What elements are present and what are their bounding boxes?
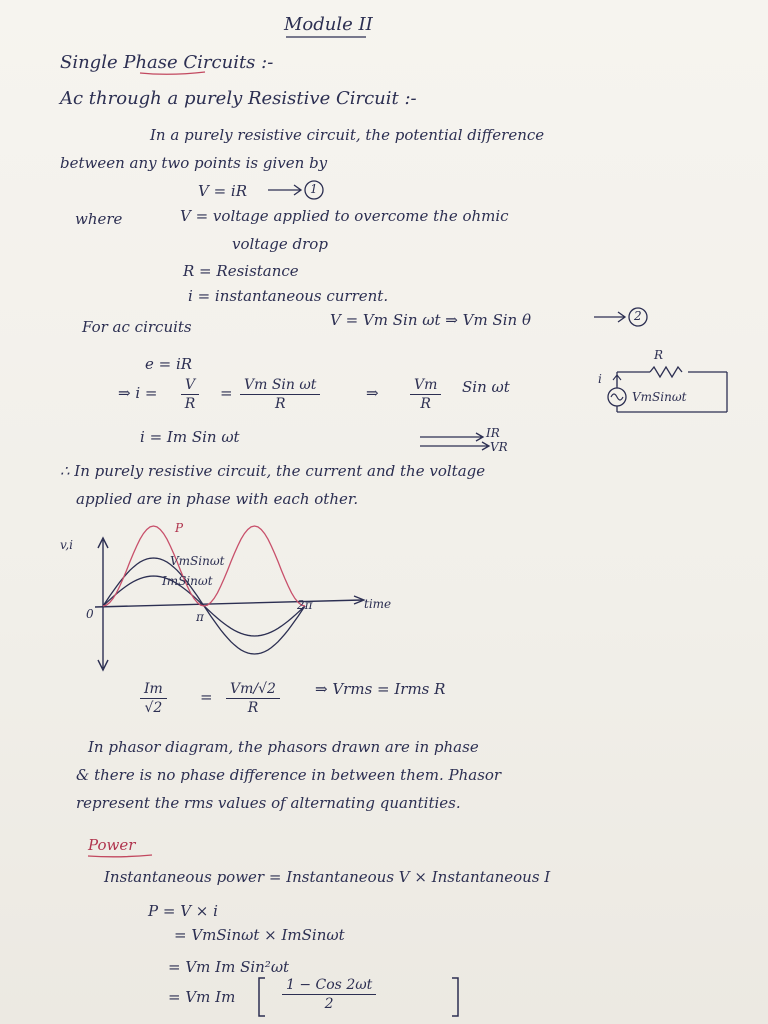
current-equation: i = Im Sin ωt: [140, 428, 240, 446]
phasor-diagram: [420, 433, 489, 450]
phasor-vr-label: VR: [490, 440, 508, 454]
definition-v: V = voltage applied to overcome the ohmic: [180, 207, 509, 225]
fraction-v-over-r: [181, 376, 199, 413]
definition-r: R = Resistance: [183, 262, 299, 280]
fraction-im-over-root2: [140, 680, 167, 717]
graph-y-axis-label: v,i: [60, 538, 74, 552]
fraction-one-minus-cos: [282, 976, 376, 1013]
fraction-numerator: Im: [140, 680, 167, 699]
conclusion-line-2: applied are in phase with each other.: [76, 490, 359, 508]
equation-1: V = iR: [198, 182, 248, 200]
circuit-current-label: i: [598, 372, 602, 386]
graph-voltage-label: VmSinωt: [170, 554, 225, 568]
waveform-graph: [95, 526, 364, 670]
section-title: Single Phase Circuits :-: [60, 52, 274, 73]
power-definition: Instantaneous power = Instantaneous V × Instantaneous I: [104, 868, 551, 886]
intro-line-2: between any two points is given by: [60, 154, 328, 172]
ac-circuits-equation: V = Vm Sin ωt ⇒ Vm Sin θ: [330, 311, 531, 329]
graph-power-label: P: [175, 521, 184, 535]
fraction-numerator: Vm: [410, 376, 441, 395]
graph-pi-label: π: [196, 610, 204, 624]
definition-v-cont: voltage drop: [232, 235, 328, 253]
fraction-denominator: R: [420, 396, 431, 412]
fraction-vm-root2-over-r: [226, 680, 280, 717]
graph-time-label: time: [364, 597, 392, 611]
fraction-denominator: 2: [324, 996, 334, 1012]
circuit-source-label: VmSinωt: [632, 390, 687, 404]
fraction-vmsin-over-r: [240, 376, 320, 413]
equals-sign: =: [220, 384, 233, 402]
sin-omega-t: Sin ωt: [462, 378, 510, 396]
equation-2-number: 2: [634, 309, 642, 323]
power-equation-3: = Vm Im Sin²ωt: [168, 958, 290, 976]
fraction-denominator: R: [184, 396, 196, 412]
power-equation-1: P = V × i: [148, 902, 218, 920]
i-equals: ⇒ i =: [118, 384, 158, 402]
page-heading: Module II: [284, 14, 373, 35]
circuit-resistor-label: R: [654, 348, 664, 362]
fraction-denominator: R: [274, 396, 286, 412]
phasor-text-line-1: In phasor diagram, the phasors drawn are in phase: [88, 738, 479, 756]
intro-line-1: In a purely resistive circuit, the potential difference: [150, 126, 545, 144]
graph-2pi-label: 2π: [297, 598, 313, 612]
subsection-title: Ac through a purely Resistive Circuit :-: [60, 88, 417, 109]
definition-i: i = instantaneous current.: [188, 287, 389, 305]
equation-1-number: 1: [310, 182, 318, 196]
power-equation-4-prefix: = Vm Im: [168, 988, 236, 1006]
fraction-numerator: Vm Sin ωt: [240, 376, 320, 395]
conclusion-line-1: ∴ In purely resistive circuit, the current and the voltage: [60, 462, 486, 480]
power-equation-2: = VmSinωt × ImSinωt: [174, 926, 345, 944]
e-equals-ir: e = iR: [145, 355, 193, 373]
fraction-vm-over-r: [410, 376, 441, 413]
graph-origin-label: 0: [86, 607, 94, 621]
graph-current-label: ImSinωt: [162, 574, 213, 588]
fraction-numerator: V: [181, 376, 199, 395]
fraction-numerator: 1 − Cos 2ωt: [282, 976, 376, 995]
phasor-text-line-3: represent the rms values of alternating quantities.: [76, 794, 461, 812]
fraction-denominator: R: [247, 700, 259, 716]
fraction-numerator: Vm/√2: [226, 680, 280, 699]
ac-circuits-label: For ac circuits: [82, 318, 192, 336]
power-heading: Power: [88, 836, 136, 854]
fraction-denominator: √2: [144, 700, 163, 716]
phasor-ir-label: IR: [486, 426, 500, 440]
where-label: where: [75, 210, 123, 228]
phasor-text-line-2: & there is no phase difference in between them. Phasor: [76, 766, 502, 784]
rms-result: ⇒ Vrms = Irms R: [315, 680, 446, 698]
implies-sign: ⇒: [366, 384, 379, 402]
rms-equals: =: [200, 688, 213, 706]
